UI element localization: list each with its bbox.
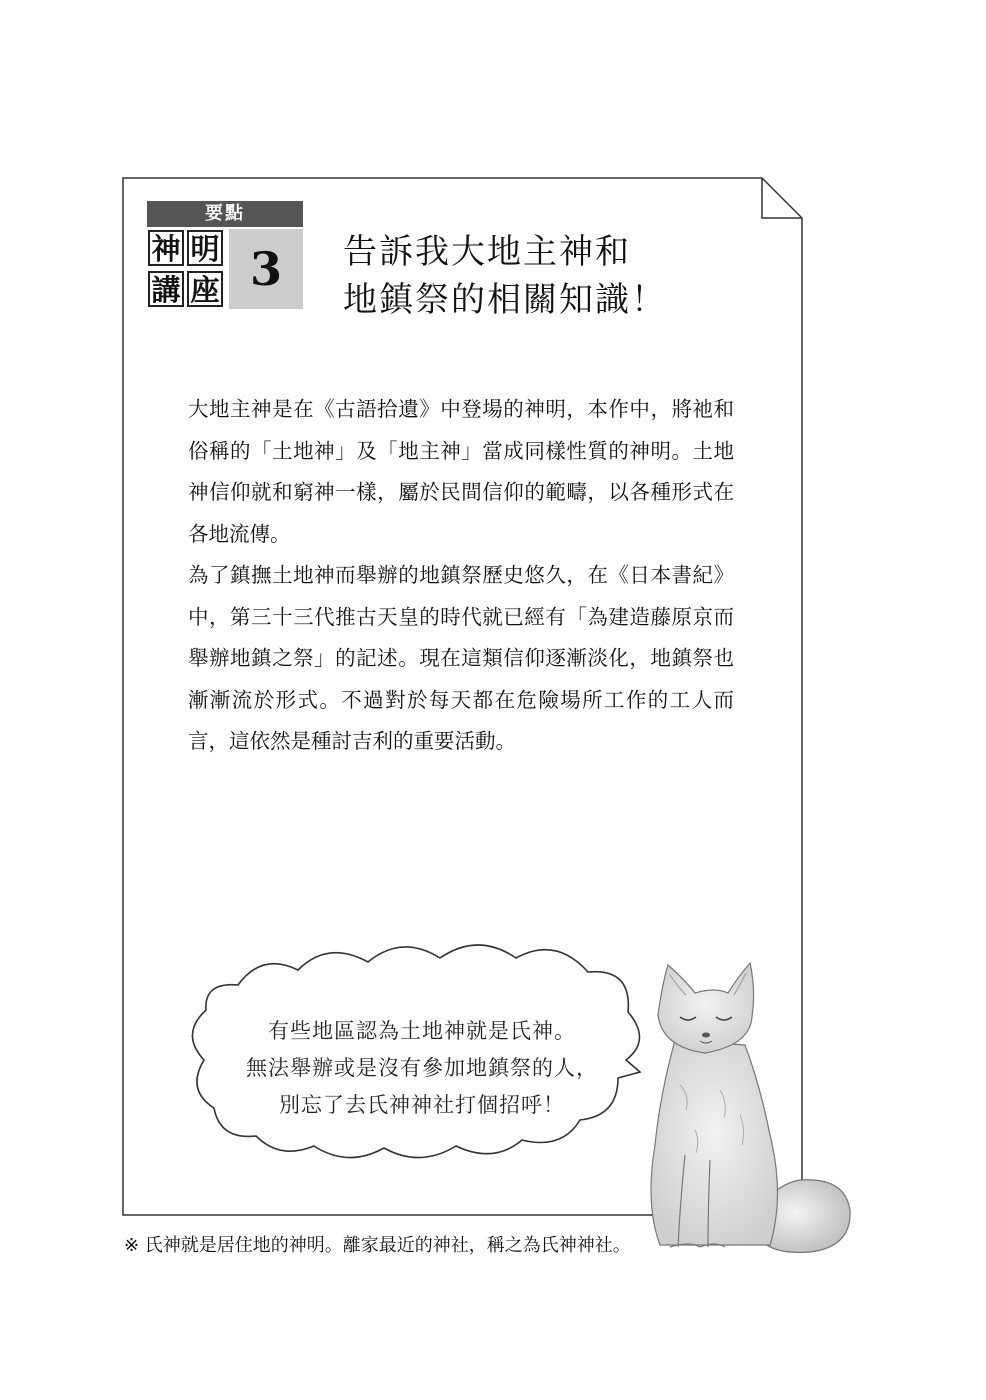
badge-kanji-3: 講 (148, 271, 184, 307)
bubble-line-2: 無法舉辦或是沒有參加地鎮祭的人， (246, 1056, 598, 1080)
body-paragraph-1: 大地主神是在《古語拾遺》中登場的神明，本作中，將祂和俗稱的「土地神」及「地主神」當成同樣性質的神明。土地神信仰就和窮神一樣，屬於民間信仰的範疇，以各種形式在各地流傳。 (188, 397, 734, 546)
bubble-line-3: 別忘了去氏神神社打個招呼！ (279, 1093, 565, 1117)
bubble-line-1: 有些地區認為土地神就是氏神。 (268, 1019, 576, 1043)
badge-kanji-4: 座 (187, 271, 223, 307)
badge-kanji-2: 明 (187, 230, 223, 266)
lecture-number: 3 (229, 229, 303, 309)
fox-icon (600, 955, 870, 1265)
footnote: ※ 氏神就是居住地的神明。離家最近的神社，稱之為氏神神社。 (124, 1235, 631, 1256)
title-line-1: 告訴我大地主神和 (343, 232, 631, 272)
badge-kanji-1: 神 (148, 230, 184, 266)
badge-label: 要點 (147, 201, 303, 227)
body-paragraph-2: 為了鎮撫土地神而舉辦的地鎮祭歷史悠久，在《日本書紀》中，第三十三代推古天皇的時代就已經有「為建造藤原京而舉辦地鎮之祭」的記述。現在這類信仰逐漸淡化，地鎮祭也漸漸流於形式。不過對於每天都在危險場所工作的工人而言，這依然是種討吉利的重要活動。 (188, 563, 734, 753)
title-line-2: 地鎮祭的相關知識！ (343, 280, 667, 320)
bubble-text (212, 1013, 632, 1124)
